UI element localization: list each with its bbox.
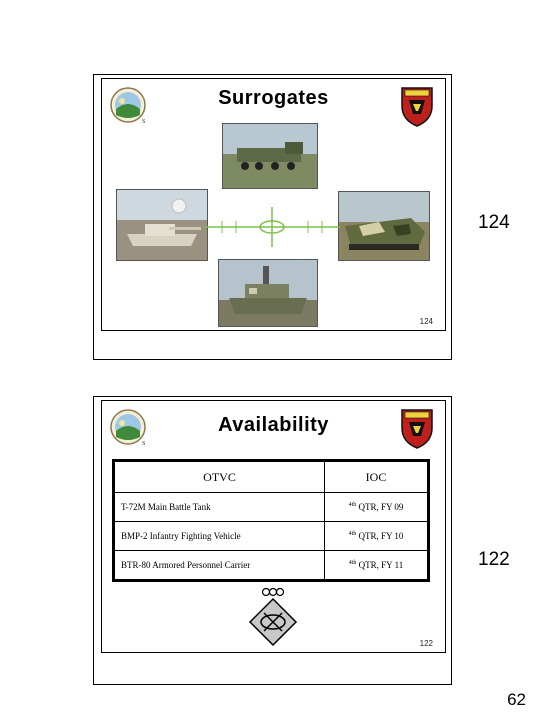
header-otvc: OTVC	[114, 461, 325, 493]
shield-emblem-icon	[399, 406, 435, 450]
slide2-title: Availability	[218, 414, 329, 436]
table-row	[114, 551, 429, 581]
table-header-row	[114, 461, 429, 493]
slide1-title: Surrogates	[218, 87, 329, 109]
ioc-date: $^{4th}$ QTR, FY 11	[325, 551, 429, 581]
slide1-number: 124	[419, 317, 433, 326]
page-number: 62	[507, 690, 526, 709]
slide2	[101, 400, 446, 653]
slide1	[101, 78, 446, 331]
svg-text:S: S	[142, 441, 146, 447]
crosshair-icon	[202, 207, 342, 247]
photo-sa-vehicle	[218, 259, 318, 327]
slide1-side-number: 124	[478, 212, 510, 233]
slide2-number: 122	[419, 639, 433, 648]
header-ioc: IOC	[325, 461, 429, 493]
svg-text:S: S	[142, 119, 146, 125]
vehicle-name: BMP-2 Infantry Fighting Vehicle	[114, 522, 325, 551]
table-row	[114, 522, 429, 551]
photo-white-tank	[116, 189, 208, 261]
availability-table	[112, 459, 430, 582]
ioc-date: $^{4th}$ QTR, FY 09	[325, 493, 429, 522]
vehicle-name: T-72M Main Battle Tank	[114, 493, 325, 522]
ioc-date: $^{4th}$ QTR, FY 10	[325, 522, 429, 551]
photo-launcher-vehicle	[222, 123, 318, 189]
slide2-side-number: 122	[478, 549, 510, 570]
table-row	[114, 493, 429, 522]
unit-symbol-icon	[246, 587, 300, 649]
vehicle-name: BTR-80 Armored Personnel Carrier	[114, 551, 325, 581]
shield-emblem-icon	[399, 84, 435, 128]
photo-camo-ifv	[338, 191, 430, 261]
